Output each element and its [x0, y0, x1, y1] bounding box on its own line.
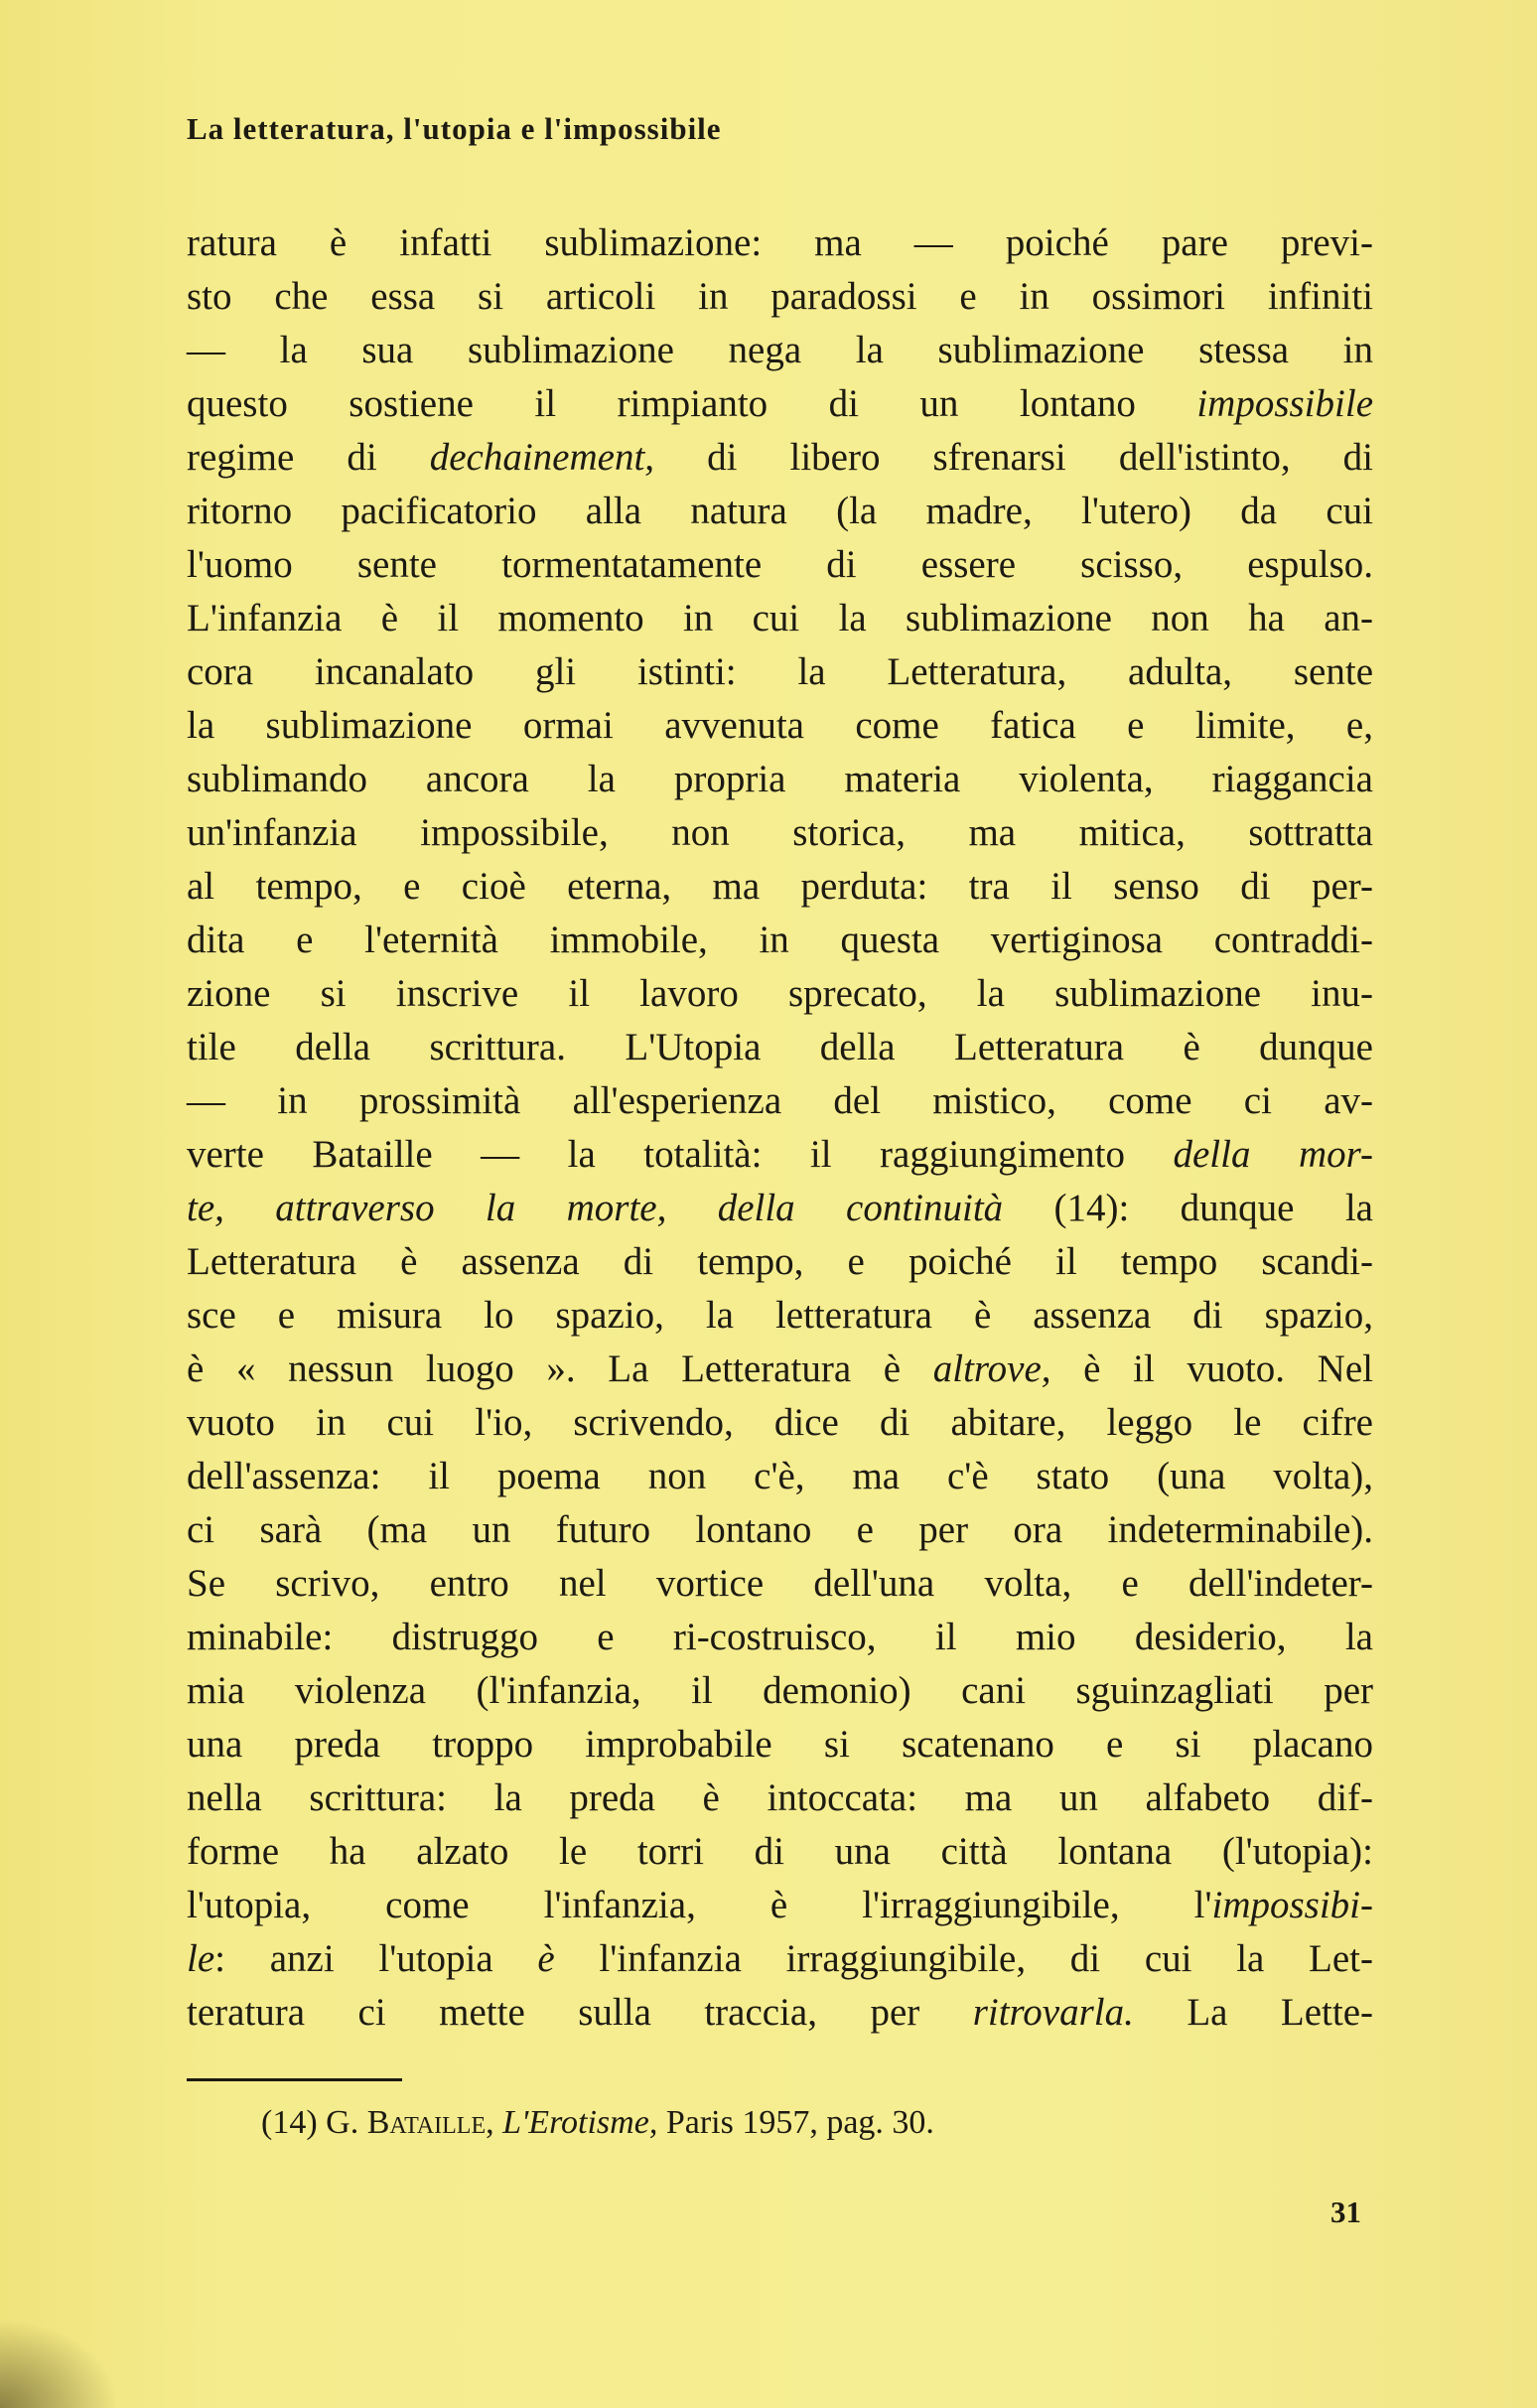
text-line — [187, 1235, 1373, 1289]
text-segment: ritrovarla. — [972, 1991, 1134, 2034]
text-segment: zione si inscrive il lavoro sprecato, la sublimazione inu- — [187, 972, 1373, 1015]
text-segment: della mor- — [1173, 1133, 1373, 1176]
text-line — [187, 1718, 1373, 1771]
text-segment: tile della scrittura. L'Utopia della Letteratura è dunque — [187, 1026, 1373, 1068]
text-segment: questo sostiene il rimpianto di un lontano — [187, 382, 1197, 425]
text-segment: le — [187, 1937, 215, 1980]
text-line — [187, 270, 1373, 324]
text-line — [187, 592, 1373, 645]
text-line — [187, 485, 1373, 538]
page-edge-shadow — [0, 2319, 119, 2408]
text-segment: una preda troppo improbabile si scatenano e si placano — [187, 1723, 1373, 1766]
text-segment: La Lette- — [1133, 1991, 1374, 2034]
text-segment: L'infanzia è il momento in cui la sublimazione non ha an- — [187, 597, 1373, 639]
footnote-initial: G. — [326, 2104, 359, 2141]
text-line — [187, 1396, 1373, 1450]
text-line — [187, 1932, 1373, 1986]
text-segment: impossibi- — [1211, 1884, 1373, 1926]
text-segment: Se scrivo, entro nel vortice dell'una volta, e dell'indeter- — [187, 1562, 1373, 1605]
text-segment: un'infanzia impossibile, non storica, ma mitica, sottratta — [187, 811, 1373, 854]
text-line — [187, 1503, 1373, 1557]
text-line — [187, 216, 1373, 270]
footnote-rule — [187, 2078, 402, 2081]
text-line — [187, 860, 1373, 914]
text-segment: al tempo, e cioè eterna, ma perduta: tra il senso di per- — [187, 865, 1373, 908]
text-segment: ritorno pacificatorio alla natura (la madre, l'utero) da cui — [187, 490, 1373, 532]
text-segment: dechainement, — [429, 436, 655, 479]
text-line — [187, 431, 1373, 485]
text-line — [187, 967, 1373, 1021]
text-line — [187, 1289, 1373, 1343]
text-segment: cora incanalato gli istinti: la Letteratura, adulta, sente — [187, 650, 1373, 693]
text-segment: sublimando ancora la propria materia violenta, riaggancia — [187, 758, 1373, 800]
footnote-author: Bataille, — [366, 2104, 494, 2141]
text-segment: è « nessun luogo ». La Letteratura è — [187, 1347, 933, 1390]
text-line — [187, 324, 1373, 377]
text-segment: forme ha alzato le torri di una città lontana (l'utopia): — [187, 1830, 1373, 1873]
text-segment: ci sarà (ma un futuro lontano e per ora indeterminabile). — [187, 1508, 1373, 1551]
footnote-rest: Paris 1957, pag. 30. — [665, 2104, 934, 2141]
footnote-number: (14) — [261, 2104, 318, 2141]
text-segment: l'utopia, come l'infanzia, è l'irraggiungibile, l' — [187, 1884, 1212, 1926]
text-segment: dita e l'eternità immobile, in questa vertiginosa contraddi- — [187, 919, 1373, 961]
footnote-title: L'Erotisme, — [502, 2104, 658, 2141]
text-segment: Letteratura è assenza di tempo, e poiché il tempo scandi- — [187, 1240, 1373, 1283]
text-line — [187, 1074, 1373, 1128]
text-segment: ratura è infatti sublimazione: ma — poiché pare previ- — [187, 221, 1373, 264]
text-segment: l'infanzia irraggiungibile, di cui la Let- — [554, 1937, 1373, 1980]
text-line — [187, 806, 1373, 860]
text-line — [187, 1343, 1373, 1396]
text-segment: teratura ci mette sulla traccia, per — [187, 1991, 973, 2034]
text-line — [187, 914, 1373, 967]
text-segment: verte Bataille — la totalità: il raggiungimento — [187, 1133, 1174, 1176]
text-segment: altrove, — [932, 1347, 1051, 1390]
text-segment: nella scrittura: la preda è intoccata: ma un alfabeto dif- — [187, 1776, 1373, 1819]
text-line — [187, 538, 1373, 592]
text-segment: sce e misura lo spazio, la letteratura è assenza di spazio, — [187, 1294, 1373, 1337]
body-text — [187, 216, 1373, 2040]
text-segment: è — [537, 1937, 555, 1980]
text-segment: : anzi l'utopia — [214, 1937, 538, 1980]
text-segment: l'uomo sente tormentatamente di essere scisso, espulso. — [187, 543, 1373, 586]
text-segment: di libero sfrenarsi dell'istinto, di — [654, 436, 1373, 479]
text-line — [187, 753, 1373, 806]
running-head: La letteratura, l'utopia e l'impossibile — [187, 111, 722, 146]
text-segment: — in prossimità all'esperienza del mistico, come ci av- — [187, 1079, 1373, 1122]
text-segment: vuoto in cui l'io, scrivendo, dice di abitare, leggo le cifre — [187, 1401, 1373, 1444]
text-line — [187, 1611, 1373, 1664]
text-segment: impossibile — [1196, 382, 1373, 425]
text-line — [187, 1825, 1373, 1879]
text-line — [187, 1664, 1373, 1718]
text-line — [187, 1182, 1373, 1235]
text-line — [187, 1128, 1373, 1182]
text-line — [187, 1021, 1373, 1074]
text-segment: è il vuoto. Nel — [1050, 1347, 1373, 1390]
text-line — [187, 645, 1373, 699]
text-segment: sto che essa si articoli in paradossi e in ossimori infiniti — [187, 275, 1373, 318]
text-segment: la sublimazione ormai avvenuta come fatica e limite, e, — [187, 704, 1373, 747]
text-segment: minabile: distruggo e ri-costruisco, il mio desiderio, la — [187, 1616, 1373, 1658]
text-line — [187, 1986, 1373, 2040]
text-line — [187, 377, 1373, 431]
text-segment: regime di — [187, 436, 430, 479]
text-line — [187, 1450, 1373, 1503]
text-segment: mia violenza (l'infanzia, il demonio) cani sguinzagliati per — [187, 1669, 1373, 1712]
text-segment: te, attraverso la morte, della continuità — [187, 1187, 1004, 1229]
text-segment: (14): dunque la — [1003, 1187, 1373, 1229]
text-line — [187, 1771, 1373, 1825]
text-segment: — la sua sublimazione nega la sublimazione stessa in — [187, 329, 1373, 371]
text-line — [187, 1557, 1373, 1611]
text-line — [187, 1879, 1373, 1932]
text-segment: dell'assenza: il poema non c'è, ma c'è stato (una volta), — [187, 1455, 1373, 1497]
page-number: 31 — [1330, 2195, 1361, 2229]
footnote — [261, 2098, 934, 2148]
text-line — [187, 699, 1373, 753]
